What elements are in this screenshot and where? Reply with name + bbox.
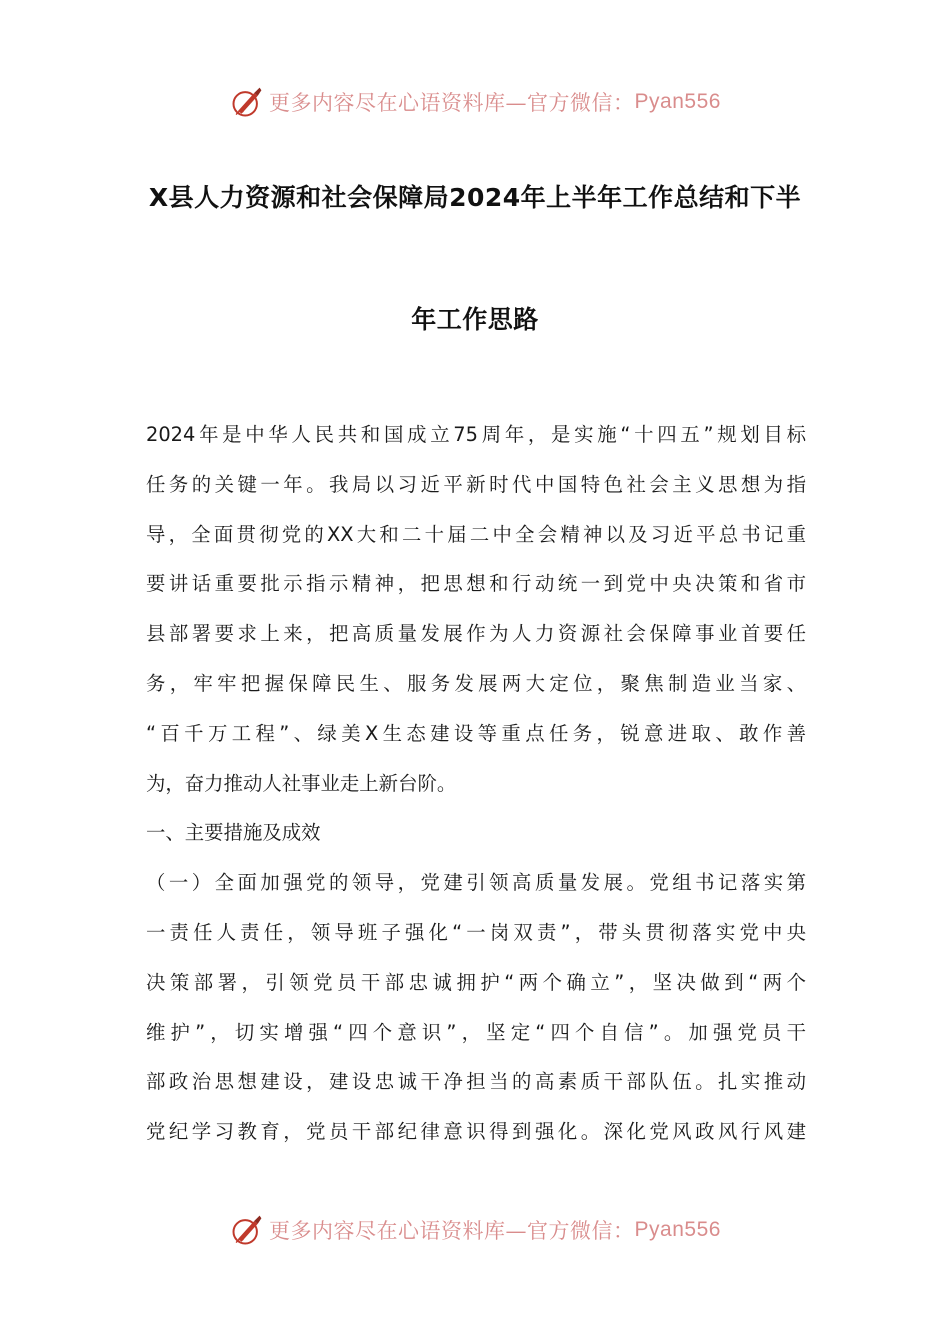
intro-line: “百千万工程”、绿美X生态建设等重点任务，锐意进取、敢作善 (146, 721, 806, 745)
document-title-line-1: X县人力资源和社会保障局2024年上半年工作总结和下半 (148, 183, 802, 212)
intro-line: 县部署要求上来，把高质量发展作为人力资源社会保障事业首要任 (146, 622, 806, 646)
intro-line: 要讲话重要批示指示精神，把思想和行动统一到党中央决策和省市 (146, 572, 806, 596)
sub-one-line: （一）全面加强党的领导，党建引领高质量发展。党组书记落实第 (146, 871, 806, 895)
sub-one-line: 部政治思想建设，建设忠诚干净担当的高素质干部队伍。扎实推动 (146, 1070, 806, 1094)
section-heading: 一、主要措施及成效 (146, 821, 321, 845)
intro-line: 任务的关键一年。我局以习近平新时代中国特色社会主义思想为指 (146, 472, 806, 496)
wechat-id: Pyan556 (634, 90, 721, 113)
sub-one-line: 决策部署，引领党员干部忠诚拥护“两个确立”，坚决做到“两个 (146, 970, 806, 994)
intro-line: 导，全面贯彻党的XX大和二十届二中全会精神以及习近平总书记重 (146, 522, 806, 546)
intro-line: 务，牢牢把握保障民生、服务发展两大定位，聚焦制造业当家、 (146, 671, 806, 695)
intro-line: 2024年是中华人民共和国成立75周年，是实施“十四五”规划目标 (146, 423, 806, 446)
pen-circle-logo-icon (229, 1212, 265, 1248)
footer-watermark-banner (0, 1208, 950, 1252)
wechat-id: Pyan556 (634, 1218, 721, 1241)
banner-text: 更多内容尽在心语资料库—官方微信： (269, 1219, 635, 1243)
sub-one-line: 维护”，切实增强“四个意识”，坚定“四个自信”。加强党员干 (146, 1020, 806, 1044)
banner-text: 更多内容尽在心语资料库—官方微信： (269, 91, 635, 115)
header-watermark-banner (0, 80, 950, 124)
intro-line: 为，奋力推动人社事业走上新台阶。 (146, 771, 457, 795)
document-title-line-2: 年工作思路 (411, 305, 539, 334)
sub-one-line: 一责任人责任，领导班子强化“一岗双责”，带头贯彻落实党中央 (146, 920, 806, 944)
pen-circle-logo-icon (229, 84, 265, 120)
sub-one-line: 党纪学习教育，党员干部纪律意识得到强化。深化党风政风行风建 (146, 1120, 806, 1144)
document-body (146, 410, 806, 1157)
